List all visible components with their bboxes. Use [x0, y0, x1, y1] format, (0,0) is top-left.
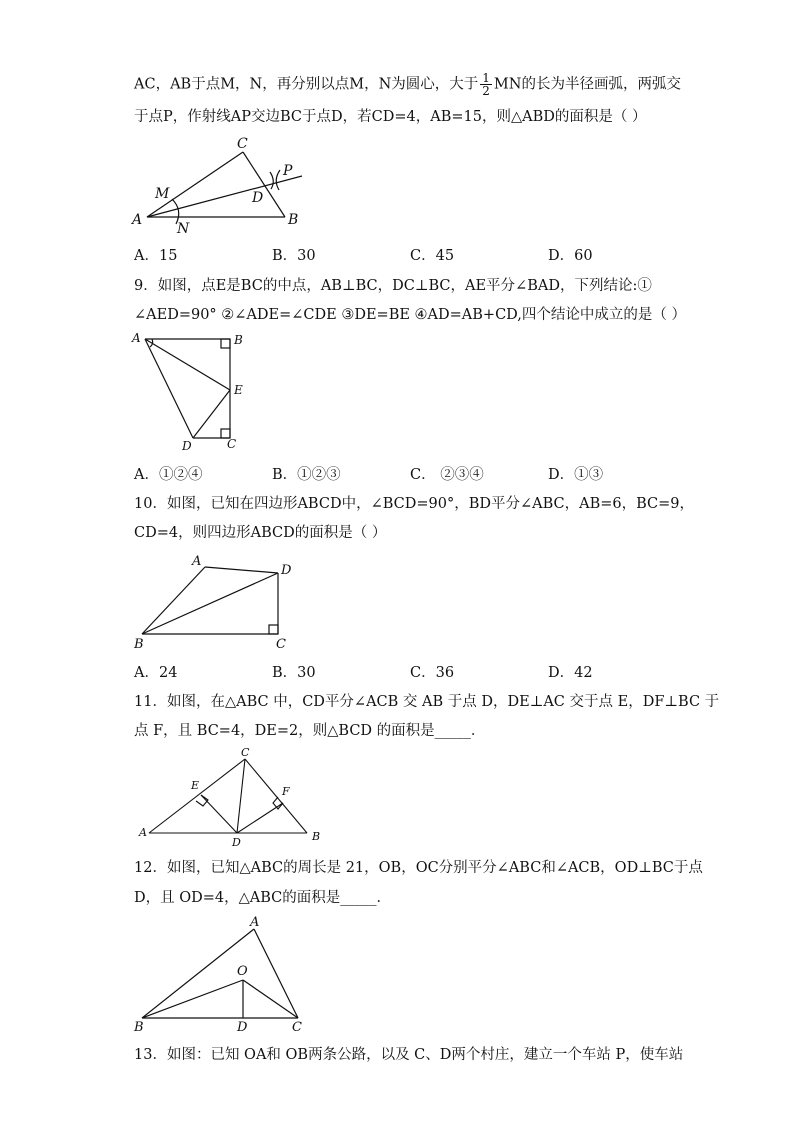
- q10-label-a: A: [192, 554, 202, 569]
- q11-text-line1: 11．如图，在△ABC 中，CD平分∠ACB 交 AB 于点 D，DE⊥AC 交于点 E，DF⊥BC 于: [134, 694, 720, 710]
- q11-text-line2: 点 F，且 BC=4，DE=2，则△BCD 的面积是_____．: [134, 723, 486, 739]
- q11-label-b: B: [312, 830, 321, 843]
- q11-label-c: C: [241, 746, 250, 759]
- fraction-half: $\frac{1}{2}$: [482, 71, 490, 98]
- q8-option-c[interactable]: C．45: [410, 248, 455, 264]
- q10-text-line2: CD=4，则四边形ABCD的面积是（ ）: [134, 525, 387, 541]
- q10-label-b: B: [134, 637, 144, 652]
- q8-text-b: MN的长为半径画弧，两弧交: [493, 76, 681, 93]
- q8-label-c: C: [237, 136, 248, 152]
- q12-figure: [130, 912, 320, 1036]
- q10-option-b[interactable]: B．30: [272, 665, 316, 681]
- q8-option-a[interactable]: A．15: [134, 248, 178, 264]
- q8-label-n: N: [177, 221, 190, 237]
- q10-option-c[interactable]: C．36: [410, 665, 455, 681]
- q8-option-d[interactable]: D．60: [548, 248, 593, 264]
- q9-label-b: B: [234, 333, 243, 347]
- q9-option-b[interactable]: B．①②③: [272, 467, 341, 483]
- q8-text-line1: [134, 72, 681, 97]
- q9-segment-de: [193, 390, 230, 438]
- q12-label-b: B: [134, 1020, 144, 1035]
- q9-option-d[interactable]: D．①③: [548, 467, 604, 483]
- q11-label-f: F: [282, 785, 290, 798]
- q11-segment-cd: [237, 759, 245, 833]
- q11-label-e: E: [191, 779, 200, 792]
- q10-right-angle-c: [269, 625, 278, 634]
- q8-label-d: D: [252, 190, 264, 206]
- q9-text-line2: ∠AED=90° ②∠ADE=∠CDE ③DE=BE ④AD=AB+CD,四个结论中成立的是（ ）: [134, 307, 686, 323]
- q12-segment-oc: [243, 980, 298, 1018]
- q11-label-a: A: [139, 826, 147, 839]
- q10-option-d[interactable]: D．42: [548, 665, 593, 681]
- q8-text-a: AC，AB于点M，N，再分别以点M，N为圆心，大于: [134, 76, 479, 93]
- q13-text-line1: 13．如图：已知 OA和 OB两条公路，以及 C、D两个村庄，建立一个车站 P，使车站: [134, 1047, 684, 1063]
- q9-label-e: E: [234, 383, 243, 397]
- q10-figure: [130, 552, 300, 652]
- q8-text-line2: 于点P，作射线AP交边BC于点D，若CD=4，AB=15，则△ABD的面积是（ ）: [134, 109, 647, 125]
- q11-side-ac: [149, 759, 245, 833]
- q12-label-d: D: [237, 1020, 248, 1035]
- q10-label-d: D: [281, 563, 292, 578]
- q12-label-a: A: [250, 915, 260, 930]
- q9-label-a: A: [132, 331, 141, 345]
- q10-diagonal-bd: [142, 573, 278, 634]
- q8-ray-ap: [147, 176, 302, 217]
- q12-label-o: O: [237, 964, 248, 979]
- q9-text-line1: 9．如图，点E是BC的中点，AB⊥BC，DC⊥BC，AE平分∠BAD，下列结论:①: [134, 278, 652, 294]
- q10-side-ab: [142, 567, 205, 634]
- q9-figure: [130, 330, 250, 452]
- q8-label-m: M: [155, 186, 170, 202]
- q12-side-ac: [254, 929, 298, 1018]
- q12-text-line1: 12．如图，已知△ABC的周长是 21，OB，OC分别平分∠ABC和∠ACB，OD⊥BC于点: [134, 860, 703, 876]
- q12-segment-ob: [142, 980, 243, 1018]
- q9-option-a[interactable]: A．①②④: [134, 467, 203, 483]
- q9-label-c: C: [227, 437, 237, 451]
- q10-option-a[interactable]: A．24: [134, 665, 178, 681]
- q10-side-ad: [205, 567, 278, 573]
- q8-label-p: P: [283, 163, 293, 179]
- q9-right-angle-b: [221, 339, 230, 348]
- q8-arc-p1: [270, 172, 273, 189]
- q8-option-b[interactable]: B．30: [272, 248, 316, 264]
- q9-label-d: D: [182, 439, 192, 453]
- q11-figure: [135, 745, 335, 850]
- q11-label-d: D: [232, 836, 241, 849]
- q12-label-c: C: [292, 1020, 302, 1035]
- q9-option-c[interactable]: C． ②③④: [410, 467, 484, 483]
- q8-side-ac: [147, 152, 243, 217]
- q8-label-b: B: [288, 212, 299, 228]
- q8-side-cb: [243, 152, 285, 217]
- q11-segment-de: [201, 795, 237, 833]
- q10-label-c: C: [276, 637, 286, 652]
- q12-text-line2: D，且 OD=4，△ABC的面积是_____．: [134, 890, 392, 906]
- q10-text-line1: 10．如图，已知在四边形ABCD中，∠BCD=90°，BD平分∠ABC，AB=6，BC=9，: [134, 496, 695, 512]
- q8-label-a: A: [132, 212, 143, 228]
- q8-figure: [130, 132, 320, 238]
- q8-arc-p2: [276, 170, 280, 190]
